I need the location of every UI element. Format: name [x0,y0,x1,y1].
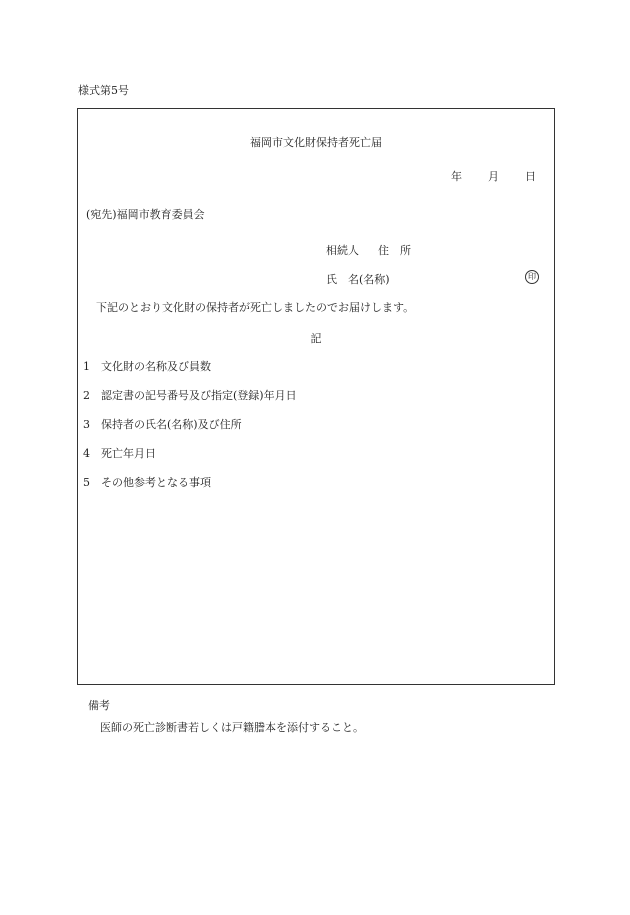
heir-address-label: 住 所 [378,244,411,257]
item-number: 1 [83,360,90,373]
date-line [451,171,536,182]
list-item [83,390,297,401]
addressee: (宛先)福岡市教育委員会 [86,208,205,221]
list-item [83,419,242,430]
item-number: 2 [83,389,90,402]
remarks-text: 医師の死亡診断書若しくは戸籍謄本を添付すること。 [100,721,364,734]
item-number: 5 [83,476,90,489]
ki-heading: 記 [310,332,322,345]
remarks-title: 備考 [88,699,110,712]
list-item [83,361,211,372]
list-item [83,477,211,488]
heir-name-label: 氏 名(名称) [326,273,390,286]
item-text: 文化財の名称及び員数 [101,360,211,373]
item-text: 認定書の記号番号及び指定(登録)年月日 [101,389,297,402]
date-day-label: 日 [525,170,536,183]
form-frame [77,108,555,685]
item-text: 死亡年月日 [101,447,156,460]
date-month-label: 月 [488,170,499,183]
heir-label: 相続人 [326,244,359,257]
list-item [83,448,156,459]
item-text: 保持者の氏名(名称)及び住所 [101,418,242,431]
form-number: 様式第5号 [78,84,129,97]
statement: 下記のとおり文化財の保持者が死亡しましたのでお届けします。 [96,301,415,314]
document-title: 福岡市文化財保持者死亡届 [250,136,382,149]
item-text: その他参考となる事項 [101,476,211,489]
item-number: 3 [83,418,90,431]
seal-mark: 印 [525,270,539,284]
item-number: 4 [83,447,90,460]
date-year-label: 年 [451,170,462,183]
